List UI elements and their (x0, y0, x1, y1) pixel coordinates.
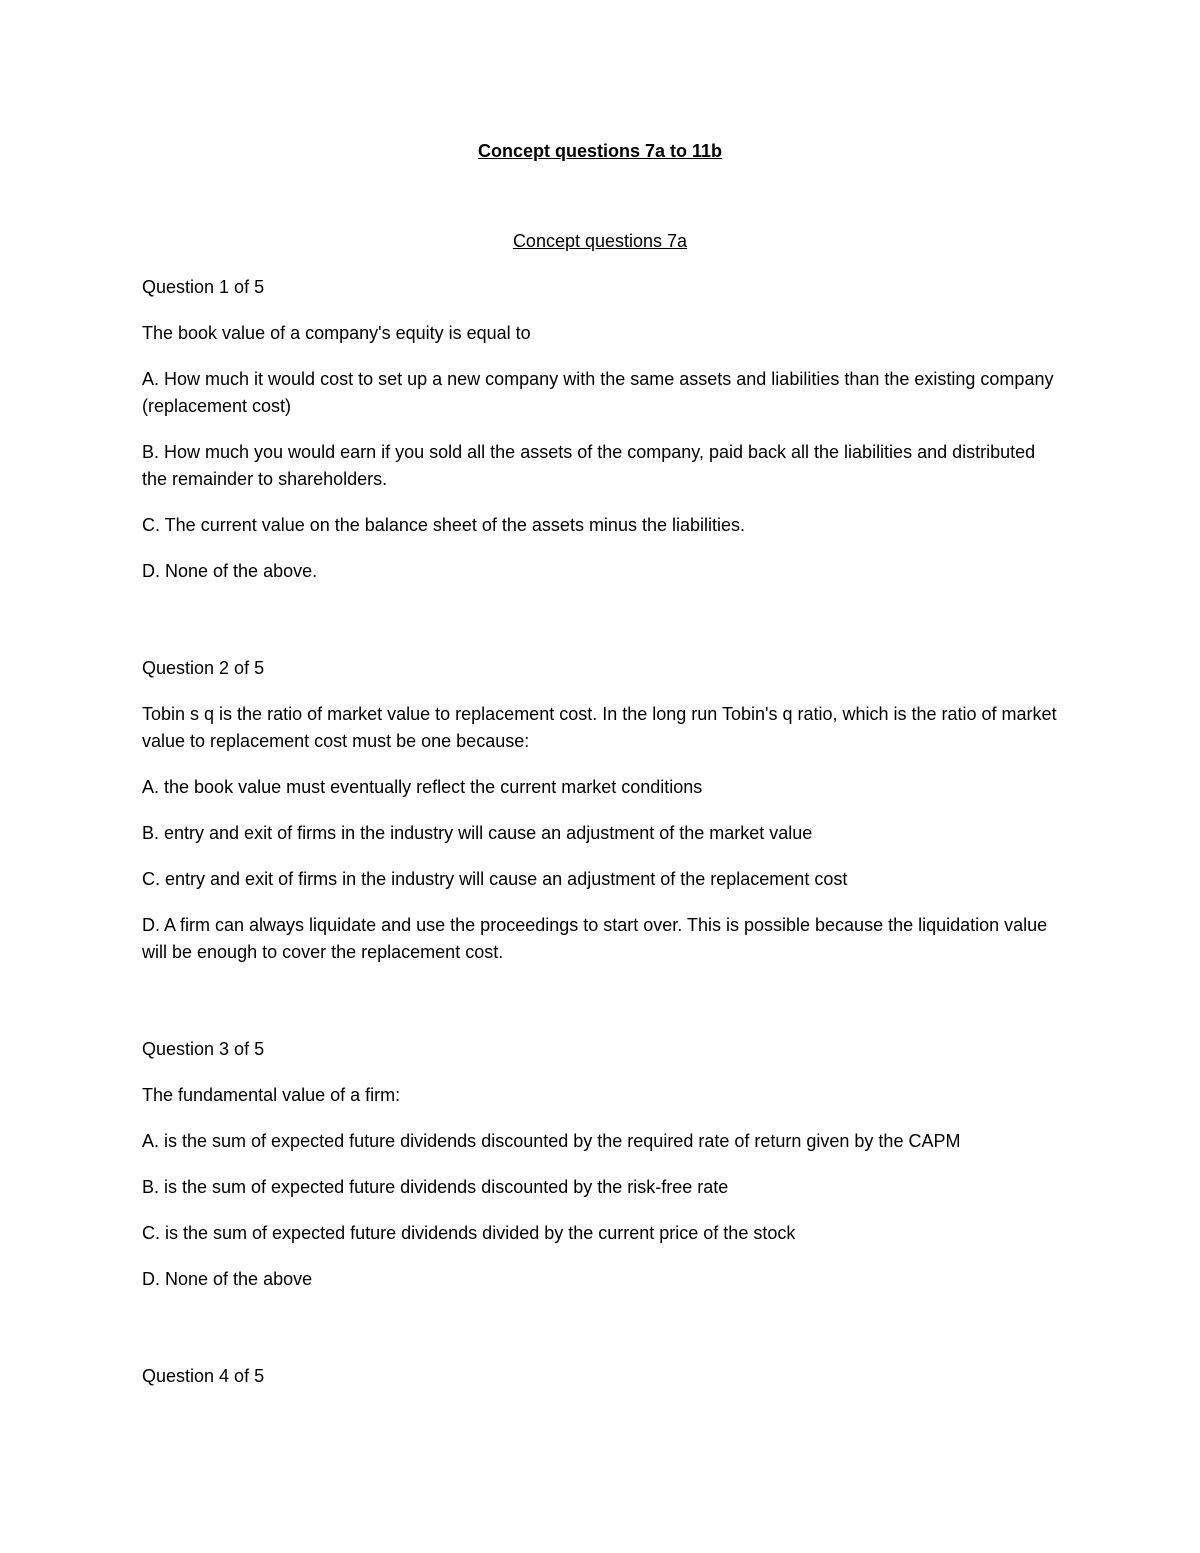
document-title: Concept questions 7a to 11b (477, 141, 723, 161)
section-title: Concept questions 7a (512, 231, 688, 251)
answer-option-a: A. is the sum of expected future dividends discounted by the required rate of return given by the CAPM (142, 1131, 961, 1151)
question-1 (142, 274, 1058, 585)
answer-option-b: B. is the sum of expected future dividends discounted by the risk-free rate (142, 1177, 729, 1197)
answer-option-d: D. A firm can always liquidate and use the proceedings to start over. This is possible because the liquidation value will be enough to cover the replacement cost. (142, 915, 1048, 962)
question-stem: The book value of a company's equity is equal to (142, 323, 531, 343)
question-heading: Question 4 of 5 (142, 1366, 265, 1386)
question-heading: Question 2 of 5 (142, 658, 265, 678)
answer-option-c: C. entry and exit of firms in the industry will cause an adjustment of the replacement cost (142, 869, 848, 889)
answer-option-c: C. The current value on the balance sheet of the assets minus the liabilities. (142, 515, 746, 535)
answer-option-a: A. the book value must eventually reflect the current market conditions (142, 777, 703, 797)
question-2 (142, 655, 1058, 966)
answer-option-d: D. None of the above. (142, 561, 318, 581)
answer-option-d: D. None of the above (142, 1269, 313, 1289)
question-4 (142, 1363, 1058, 1390)
question-heading: Question 1 of 5 (142, 277, 265, 297)
answer-option-b: B. entry and exit of firms in the industry will cause an adjustment of the market value (142, 823, 813, 843)
question-stem: The fundamental value of a firm: (142, 1085, 401, 1105)
question-stem: Tobin s q is the ratio of market value to replacement cost. In the long run Tobin's q ratio, which is the ratio of market value to replacement cost must be one because: (142, 704, 1057, 751)
question-heading: Question 3 of 5 (142, 1039, 265, 1059)
answer-option-c: C. is the sum of expected future dividends divided by the current price of the stock (142, 1223, 796, 1243)
answer-option-b: B. How much you would earn if you sold all the assets of the company, paid back all the liabilities and distributed the remainder to shareholders. (142, 442, 1036, 489)
question-3 (142, 1036, 1058, 1293)
document-content (142, 138, 1058, 1409)
answer-option-a: A. How much it would cost to set up a new company with the same assets and liabilities than the existing company (replacement cost) (142, 369, 1054, 416)
